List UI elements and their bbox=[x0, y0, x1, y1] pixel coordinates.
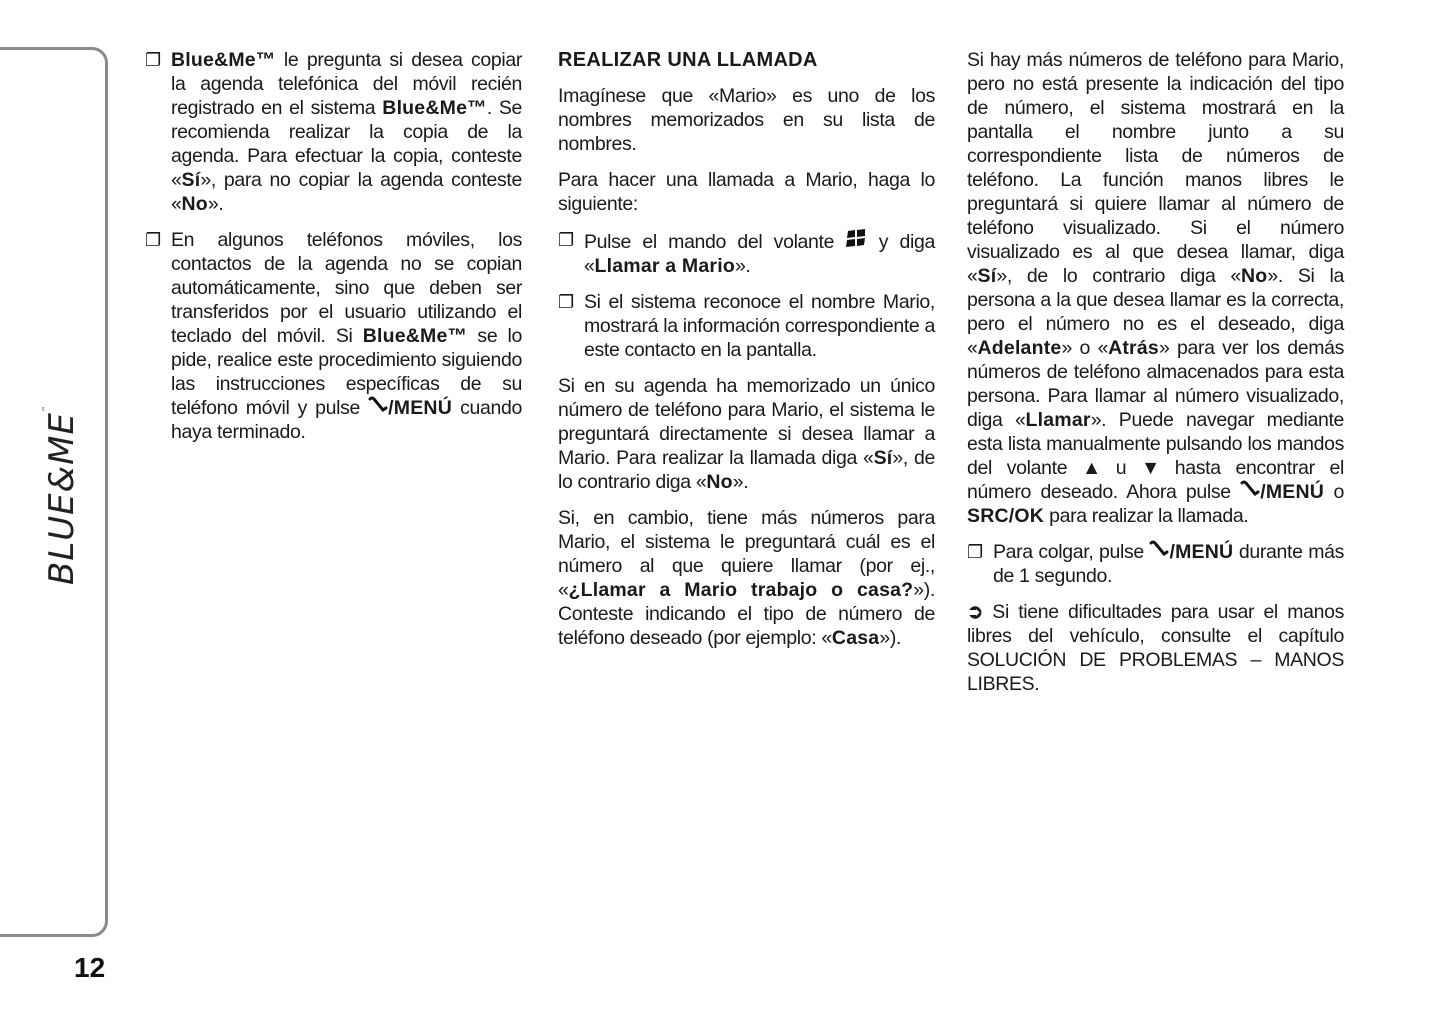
up-arrow-icon: ▲ bbox=[1081, 457, 1101, 479]
text: Pulse el mando del volante bbox=[584, 231, 846, 253]
text: Imagínese que «Mario» es uno de los nombres memorizados en su lista de nombres. bbox=[558, 85, 935, 155]
text: », para no copiar la agenda conteste « bbox=[171, 169, 522, 215]
note-paragraph bbox=[967, 600, 1344, 696]
bold-text: /MENÚ bbox=[388, 397, 452, 419]
text: ». bbox=[207, 193, 224, 215]
text: », de lo contrario diga « bbox=[996, 265, 1241, 287]
blue-and-me-logo bbox=[42, 405, 82, 585]
bold-text: /MENÚ bbox=[1169, 541, 1234, 563]
text: y diga « bbox=[584, 231, 935, 277]
note-arrow-icon: ➲ bbox=[967, 601, 983, 623]
text: . Se recomienda realizar la copia de la agenda. Para efectuar la copia, conteste « bbox=[171, 97, 522, 191]
text: Si tiene dificultades para usar el manos libres del vehículo, consulte el capítulo SOLUCIÓN DE PROBLEMAS – MANOS LIBRES. bbox=[967, 601, 1344, 695]
bold-text: Blue&Me™ bbox=[171, 49, 276, 71]
column-3 bbox=[967, 48, 1344, 708]
bold-text: /MENÚ bbox=[1260, 481, 1325, 503]
logo-text: BLUE&ME bbox=[42, 412, 82, 585]
phone-icon bbox=[1149, 540, 1169, 564]
page-number: 12 bbox=[74, 952, 106, 983]
bold-text: Atrás bbox=[1108, 337, 1159, 359]
checkbox-bullet-icon: ❐ bbox=[558, 292, 574, 312]
bold-text: Casa bbox=[831, 627, 880, 649]
text: o bbox=[1324, 481, 1344, 503]
text: ». bbox=[734, 255, 751, 277]
text: Si hay más números de teléfono para Mario, pero no está presente la indicación del tipo de número, el sistema mostrará en la pantalla el nombre junto a su correspondiente lista de números de teléfono. La función manos libres le preguntará si quiere llamar al número de teléfono visualizado. Si el número visualizado es al que desea llamar, diga « bbox=[967, 49, 1344, 287]
checkbox-bullet-icon: ❐ bbox=[558, 230, 574, 250]
phone-icon bbox=[368, 396, 388, 420]
text: cuando haya terminado. bbox=[171, 397, 522, 443]
checkbox-bullet-icon: ❐ bbox=[145, 50, 161, 70]
bold-text: Sí bbox=[873, 447, 893, 469]
text: Para hacer una llamada a Mario, haga lo siguiente: bbox=[558, 169, 935, 215]
text: »). bbox=[879, 627, 902, 649]
checkbox-bullet-icon: ❐ bbox=[967, 542, 983, 562]
checkbox-bullet-icon: ❐ bbox=[145, 230, 161, 250]
text: hasta encontrar el número deseado. Ahora pulse bbox=[967, 457, 1344, 503]
text: ». Si la persona a la que desea llamar es la correcta, pero el número no es el deseado, diga « bbox=[967, 265, 1344, 359]
paragraph bbox=[558, 374, 935, 494]
bold-text: Adelante bbox=[977, 337, 1062, 359]
bullet-item bbox=[967, 540, 1344, 588]
bullet-item bbox=[558, 290, 935, 362]
bullet-item bbox=[558, 228, 935, 278]
bullet-item bbox=[145, 48, 522, 216]
bold-text: ¿Llamar a Mario trabajo o casa? bbox=[568, 579, 914, 601]
bold-text: Blue&Me™ bbox=[362, 325, 468, 347]
paragraph bbox=[558, 84, 935, 156]
bold-text: Blue&Me™ bbox=[382, 97, 487, 119]
bold-text: SRC/OK bbox=[967, 505, 1045, 527]
text: Si el sistema reconoce el nombre Mario, mostrará la información correspondiente a este contacto en la pantalla. bbox=[584, 291, 935, 361]
text: durante más de 1 segundo. bbox=[993, 541, 1344, 587]
text: » o « bbox=[1061, 337, 1109, 359]
paragraph bbox=[967, 48, 1344, 528]
bold-text: Llamar a Mario bbox=[594, 255, 735, 277]
text: En algunos teléfonos móviles, los contactos de la agenda no se copian automáticamente, sino que deben ser transferidos por el usuario utilizando el teclado del móvil. Si bbox=[171, 229, 522, 347]
text: »). Conteste indicando el tipo de número de teléfono deseado (por ejemplo: « bbox=[558, 579, 935, 649]
text: para realizar la llamada. bbox=[1044, 505, 1249, 527]
bold-text: No bbox=[181, 193, 208, 215]
bold-text: No bbox=[706, 471, 733, 493]
text: se lo pide, realice este procedimiento siguiendo las instrucciones específicas de su teléfono móvil y pulse bbox=[171, 325, 522, 419]
column-1 bbox=[145, 48, 522, 456]
text: » para ver los demás números de teléfono almacenados para esta persona. Para llamar al número visualizado, diga « bbox=[967, 337, 1345, 431]
phone-icon bbox=[1240, 480, 1260, 504]
bold-text: Sí bbox=[977, 265, 997, 287]
text: ». bbox=[732, 471, 749, 493]
logo-tm: ™ bbox=[42, 405, 49, 413]
paragraph bbox=[558, 168, 935, 216]
section-heading: REALIZAR UNA LLAMADA bbox=[558, 49, 818, 71]
text: Para colgar, pulse bbox=[993, 541, 1150, 563]
text: ». Puede navegar mediante esta lista manualmente pulsando los mandos del volante bbox=[967, 409, 1345, 479]
voice-command-icon bbox=[845, 228, 867, 254]
bold-text: No bbox=[1240, 265, 1268, 287]
bold-text: Sí bbox=[181, 169, 201, 191]
text: u bbox=[1100, 457, 1142, 479]
paragraph bbox=[558, 506, 935, 650]
bullet-item bbox=[145, 228, 522, 444]
column-2 bbox=[558, 48, 935, 662]
text: le pregunta si desea copiar la agenda telefónica del móvil recién registrado en el sistema bbox=[171, 49, 522, 119]
text: Si, en cambio, tiene más números para Mario, el sistema le preguntará cuál es el número al que quiere llamar (por ej., « bbox=[558, 507, 935, 601]
text: », de lo contrario diga « bbox=[558, 447, 935, 493]
down-arrow-icon: ▼ bbox=[1141, 457, 1160, 479]
text: Si en su agenda ha memorizado un único número de teléfono para Mario, el sistema le preguntará directamente si desea llamar a Mario. Para realizar la llamada diga « bbox=[558, 375, 935, 469]
bold-text: Llamar bbox=[1025, 409, 1091, 431]
